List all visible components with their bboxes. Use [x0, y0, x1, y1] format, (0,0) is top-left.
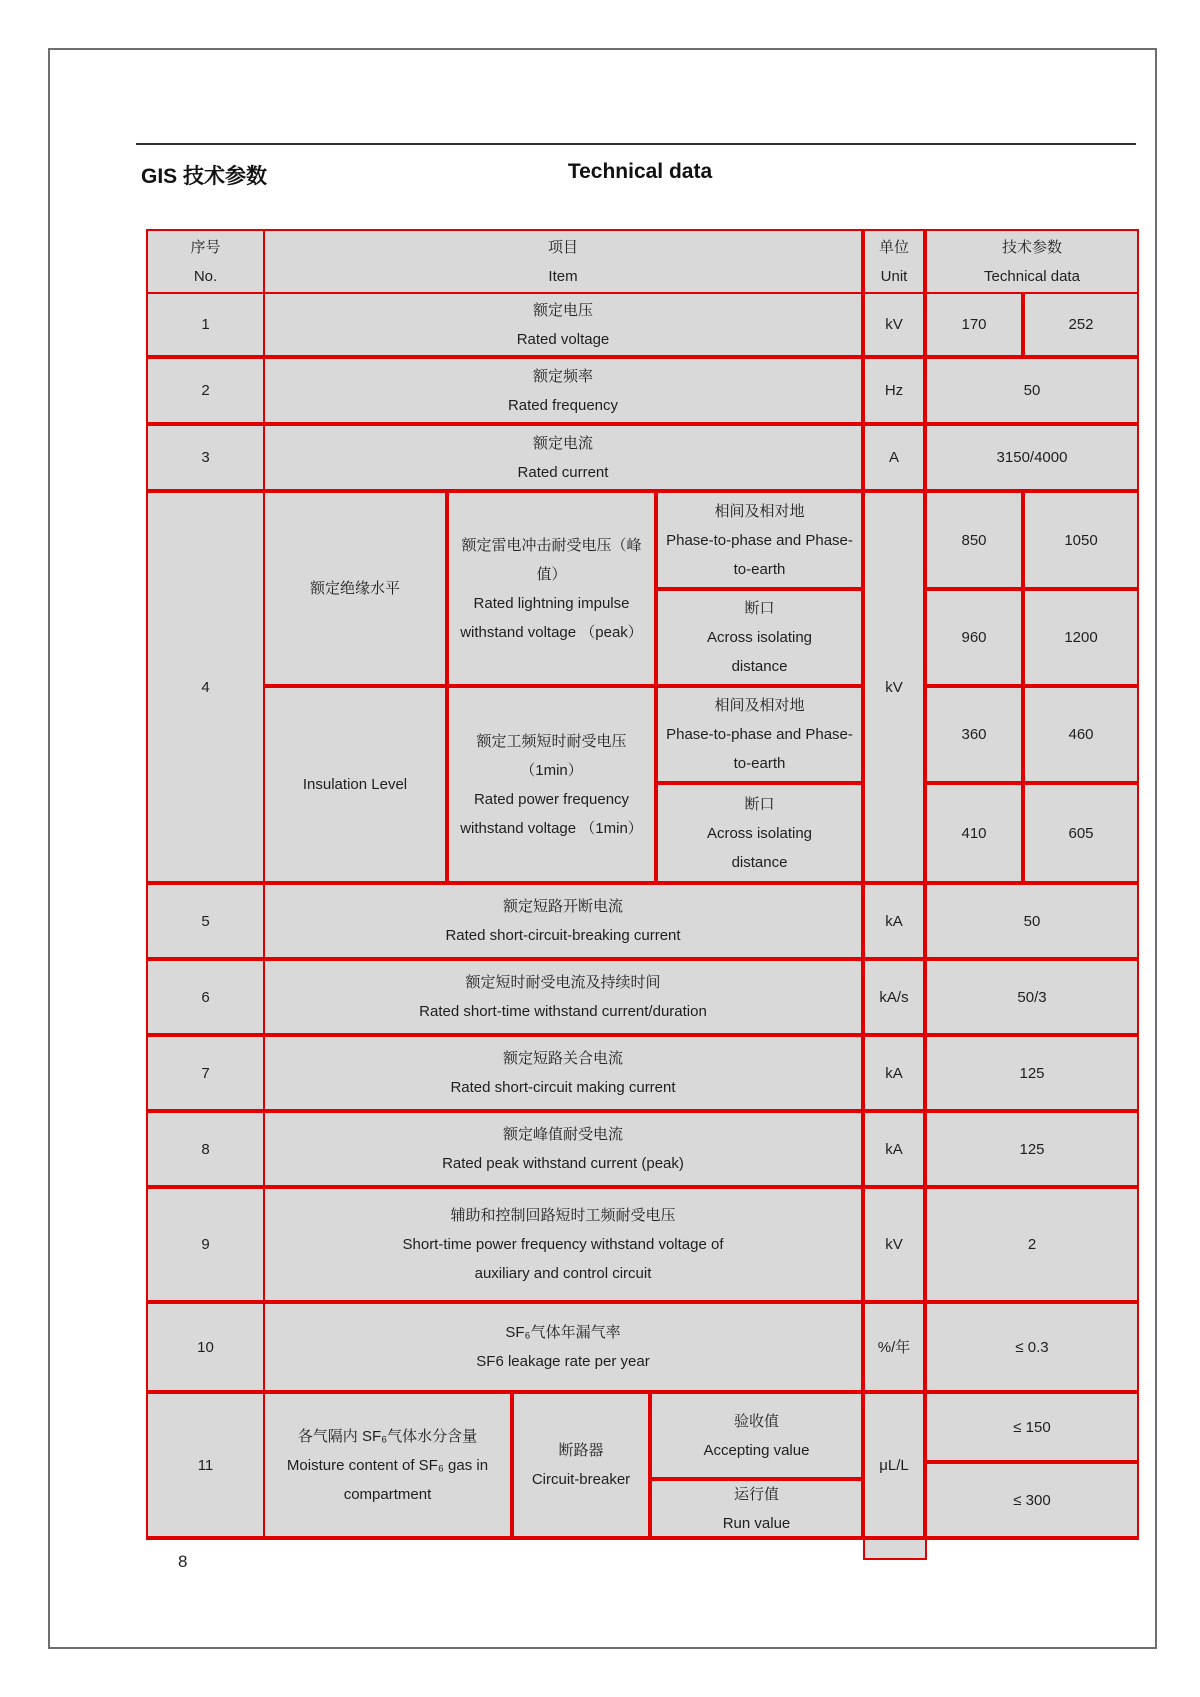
r11-breaker-en: Circuit-breaker	[531, 1471, 631, 1488]
r4-sub2-zh: 断口	[744, 600, 775, 617]
r4-sub1-label-cell	[658, 493, 861, 587]
r4-unit-cell: kV	[865, 493, 923, 881]
r2-item-en: Rated frequency	[507, 396, 619, 414]
r11-unit-cell: μL/L	[865, 1394, 923, 1536]
r4-group-zh-cell: 额定绝缘水平	[265, 493, 445, 684]
r11-item-zh: 各气隔内 SF₆气体水分含量	[297, 1427, 478, 1445]
r2-item-zh: 额定频率	[532, 367, 593, 385]
r4-pf-cell	[449, 688, 654, 881]
r3-item-zh: 额定电流	[532, 434, 593, 452]
r1-no-cell: 1	[148, 294, 263, 355]
r3-no-cell: 3	[148, 426, 263, 489]
r11-item-cell	[265, 1394, 510, 1536]
r1-value2-cell: 252	[1025, 294, 1137, 355]
r11-item-en: Moisture content of SF₆ gas in compartment	[286, 1456, 489, 1503]
r10-item-cell	[265, 1304, 861, 1390]
r5-unit-cell: kA	[865, 885, 923, 957]
r4-sub1-zh: 相间及相对地	[714, 502, 805, 520]
r7-item-zh: 额定短路关合电流	[502, 1050, 623, 1067]
r3-value-cell: 3150/4000	[927, 426, 1137, 489]
r8-unit-cell: kA	[865, 1113, 923, 1185]
r10-no-cell: 10	[148, 1304, 263, 1390]
header-no-en: No.	[193, 267, 218, 285]
r1-value1-cell: 170	[927, 294, 1021, 355]
r4-impulse-en: Rated lightning impulse withstand voltage （peak）	[460, 594, 643, 641]
header-tech-zh: 技术参数	[1001, 238, 1062, 256]
r2-unit-cell: Hz	[865, 359, 923, 422]
r5-item-en: Rated short-circuit-breaking current	[445, 927, 681, 944]
header-tech-en: Technical data	[984, 267, 1080, 285]
r11-accept-label-cell	[652, 1394, 861, 1477]
r9-no-cell: 9	[148, 1189, 263, 1300]
r11-run-en: Run value	[722, 1514, 791, 1532]
r4-sub4-value2-cell: 605	[1025, 785, 1137, 881]
r6-item-zh: 额定短时耐受电流及持续时间	[465, 974, 661, 991]
r7-item-cell	[265, 1037, 861, 1109]
header-item-zh: 项目	[547, 238, 578, 256]
r1-item-cell	[265, 294, 861, 355]
r11-run-zh: 运行值	[733, 1485, 779, 1503]
r8-value-cell: 125	[927, 1113, 1137, 1185]
r9-item-cell	[265, 1189, 861, 1300]
r1-item-zh: 额定电压	[532, 301, 593, 319]
r11-accept-en: Accepting value	[703, 1441, 810, 1459]
r8-item-zh: 额定峰值耐受电流	[502, 1126, 623, 1143]
r4-sub4-value1-cell: 410	[927, 785, 1021, 881]
r5-value-cell: 50	[927, 885, 1137, 957]
header-unit-zh: 单位	[878, 238, 909, 256]
r4-sub1-en: Phase-to-phase and Phase-to-earth	[666, 531, 853, 578]
r4-pf-en: Rated power frequency withstand voltage （1min）	[460, 790, 643, 837]
r4-pf-zh: 额定工频短时耐受电压（1min）	[476, 732, 627, 779]
r4-sub2-label-cell	[658, 591, 861, 684]
page-title-en: Technical data	[567, 160, 713, 183]
r7-unit-cell: kA	[865, 1037, 923, 1109]
r4-sub2-value1-cell: 960	[927, 591, 1021, 684]
header-tech-cell	[927, 231, 1137, 292]
r8-item-cell	[265, 1113, 861, 1185]
r2-item-cell	[265, 359, 861, 422]
header-unit-cell	[865, 231, 923, 292]
header-unit-en: Unit	[880, 267, 908, 285]
header-no-cell	[148, 231, 263, 292]
r1-unit-cell: kV	[865, 294, 923, 355]
r9-value-cell: 2	[927, 1189, 1137, 1300]
r2-no-cell: 2	[148, 359, 263, 422]
r6-item-cell	[265, 961, 861, 1033]
r11-breaker-zh: 断路器	[558, 1442, 604, 1459]
r4-sub4-label-cell	[658, 785, 861, 881]
r5-item-cell	[265, 885, 861, 957]
technical-data-table	[146, 229, 1139, 1540]
r10-unit-cell: %/年	[865, 1304, 923, 1390]
r3-unit-cell: A	[865, 426, 923, 489]
r8-no-cell: 8	[148, 1113, 263, 1185]
r7-value-cell: 125	[927, 1037, 1137, 1109]
r4-impulse-cell	[449, 493, 654, 684]
r4-sub3-en: Phase-to-phase and Phase-to-earth	[666, 726, 853, 772]
r4-sub3-value2-cell: 460	[1025, 688, 1137, 781]
r4-sub3-label-cell	[658, 688, 861, 781]
r4-sub1-value1-cell: 850	[927, 493, 1021, 587]
r4-sub4-zh: 断口	[744, 795, 775, 813]
r2-value-cell: 50	[927, 359, 1137, 422]
r11-breaker-cell	[514, 1394, 648, 1536]
r10-item-zh: SF₆气体年漏气率	[505, 1324, 621, 1341]
r6-no-cell: 6	[148, 961, 263, 1033]
page-number: 8	[178, 1552, 188, 1571]
r10-item-en: SF6 leakage rate per year	[476, 1353, 650, 1370]
r11-run-label-cell	[652, 1481, 861, 1536]
r8-item-en: Rated peak withstand current (peak)	[442, 1155, 684, 1172]
r5-no-cell: 5	[148, 885, 263, 957]
header-rule	[136, 143, 1136, 145]
header-item-cell	[265, 231, 861, 292]
r3-item-cell	[265, 426, 861, 489]
r4-group-en-cell: Insulation Level	[265, 688, 445, 881]
page-title-zh: GIS 技术参数	[141, 165, 268, 188]
r4-sub2-en: Across isolating distance	[706, 629, 813, 675]
r11-accept-zh: 验收值	[733, 1412, 779, 1430]
r6-value-cell: 50/3	[927, 961, 1137, 1033]
r11-run-value-cell: ≤ 300	[927, 1464, 1137, 1536]
r7-item-en: Rated short-circuit making current	[450, 1079, 676, 1096]
unit-column-overflow-tab	[863, 1540, 927, 1560]
r4-sub3-zh: 相间及相对地	[714, 697, 805, 714]
r9-unit-cell: kV	[865, 1189, 923, 1300]
header-item-en: Item	[548, 267, 578, 285]
r7-no-cell: 7	[148, 1037, 263, 1109]
r11-no-cell: 11	[148, 1394, 263, 1536]
r6-unit-cell: kA/s	[865, 961, 923, 1033]
r1-item-en: Rated voltage	[516, 330, 610, 348]
r5-item-zh: 额定短路开断电流	[502, 898, 623, 915]
r4-impulse-zh: 额定雷电冲击耐受电压（峰值）	[461, 536, 642, 583]
r10-value-cell: ≤ 0.3	[927, 1304, 1137, 1390]
r6-item-en: Rated short-time withstand current/duration	[419, 1003, 707, 1020]
r4-sub1-value2-cell: 1050	[1025, 493, 1137, 587]
r4-sub3-value1-cell: 360	[927, 688, 1021, 781]
r4-sub4-en: Across isolating distance	[706, 824, 813, 871]
r9-item-zh: 辅助和控制回路短时工频耐受电压	[450, 1207, 676, 1224]
header-no-zh: 序号	[190, 238, 221, 256]
r9-item-en: Short-time power frequency withstand voltage of auxiliary and control circuit	[402, 1236, 724, 1282]
r4-sub2-value2-cell: 1200	[1025, 591, 1137, 684]
r3-item-en: Rated current	[517, 463, 609, 481]
r11-accept-value-cell: ≤ 150	[927, 1394, 1137, 1460]
r4-no-cell: 4	[148, 493, 263, 881]
